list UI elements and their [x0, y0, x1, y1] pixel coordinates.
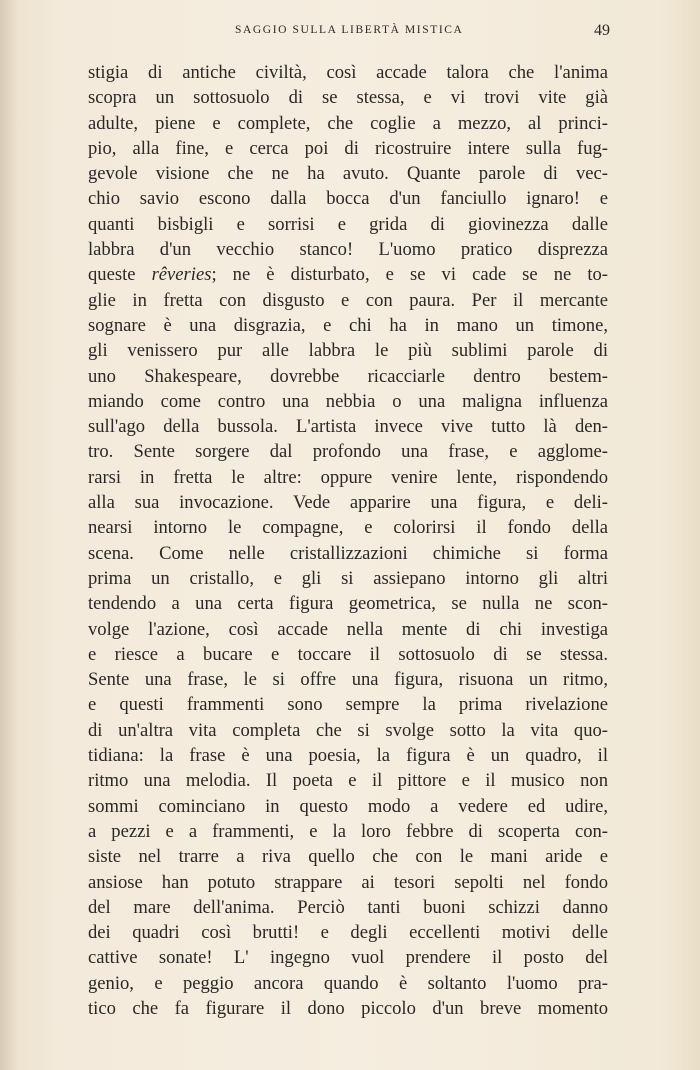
text-line: glie in fretta con disgusto e con paura. Per il mercante — [88, 289, 608, 311]
italic-word: rêveries — [151, 264, 212, 286]
text-segment: queste — [88, 264, 152, 286]
running-title: SAGGIO SULLA LIBERTÀ MISTICA — [235, 24, 464, 36]
text-line: sommi cominciano in questo modo a vedere ed udire, — [88, 795, 608, 817]
text-line: gli venissero pur alle labbra le più sublimi parole di — [88, 340, 608, 362]
text-segment: ; ne è disturbato, e se vi cade se ne to- — [211, 264, 608, 286]
text-line: tidiana: la frase è una poesia, la figura è un quadro, il — [88, 745, 608, 767]
text-line: tico che fa figurare il dono piccolo d'un breve momento — [88, 997, 608, 1019]
text-line: Sente una frase, le si offre una figura, risuona un ritmo, — [88, 669, 608, 691]
text-line: chio savio escono dalla bocca d'un fanciullo ignaro! e — [88, 188, 608, 210]
text-line: pio, alla fine, e cerca poi di ricostruire intere sulla fug- — [88, 137, 608, 159]
text-line: rarsi in fretta le altre: oppure venire lente, rispondendo — [88, 466, 608, 488]
running-head — [90, 24, 610, 44]
text-line: ansiose han potuto strappare ai tesori sepolti nel fondo — [88, 871, 608, 893]
text-line: e questi frammenti sono sempre la prima rivelazione — [88, 694, 608, 716]
text-line: scopra un sottosuolo di se stessa, e vi trovi vite già — [88, 87, 608, 109]
text-line: di un'altra vita completa che si svolge sotto la vita quo- — [88, 719, 608, 741]
text-line: labbra d'un vecchio stanco! L'uomo pratico disprezza — [88, 239, 608, 261]
text-line: prima un cristallo, e gli si assiepano intorno gli altri — [88, 567, 608, 589]
text-line: tendendo a una certa figura geometrica, se nulla ne scon- — [88, 593, 608, 615]
text-line: tro. Sente sorgere dal profondo una frase, e agglome- — [88, 441, 608, 463]
text-line: siste nel trarre a riva quello che con le mani aride e — [88, 846, 608, 868]
text-line: cattive sonate! L' ingegno vuol prendere il posto del — [88, 947, 608, 969]
text-line: alla sua invocazione. Vede apparire una figura, e deli- — [88, 492, 608, 514]
text-line — [88, 262, 608, 287]
binding-shadow — [0, 0, 18, 1070]
text-line: a pezzi e a frammenti, e la loro febbre di scoperta con- — [88, 820, 608, 842]
text-line: scena. Come nelle cristallizzazioni chimiche si forma — [88, 542, 608, 564]
text-line: sognare è una disgrazia, e chi ha in mano un timone, — [88, 314, 608, 336]
text-line: genio, e peggio ancora quando è soltanto l'uomo pra- — [88, 972, 608, 994]
text-line: miando come contro una nebbia o una maligna influenza — [88, 390, 608, 412]
text-line: volge l'azione, così accade nella mente di chi investiga — [88, 618, 608, 640]
text-line: gevole visione che ne ha avuto. Quante parole di vec- — [88, 163, 608, 185]
text-line: ritmo una melodia. Il poeta e il pittore e il musico non — [88, 770, 608, 792]
text-line: uno Shakespeare, dovrebbe ricacciarle dentro bestem- — [88, 365, 608, 387]
text-line: adulte, piene e complete, che coglie a mezzo, al princi- — [88, 112, 608, 134]
text-line: del mare dell'anima. Perciò tanti buoni schizzi danno — [88, 896, 608, 918]
body-text — [88, 60, 608, 1021]
text-line: e riesce a bucare e toccare il sottosuolo di se stessa. — [88, 643, 608, 665]
text-line: sull'ago della bussola. L'artista invece vive tutto là den- — [88, 416, 608, 438]
text-line: dei quadri così brutti! e degli eccellenti motivi delle — [88, 922, 608, 944]
page-number: 49 — [594, 22, 610, 39]
text-line: stigia di antiche civiltà, così accade talora che l'anima — [88, 62, 608, 83]
text-line: nearsi intorno le compagne, e colorirsi il fondo della — [88, 517, 608, 539]
text-line: quanti bisbigli e sorrisi e grida di giovinezza dalle — [88, 213, 608, 235]
